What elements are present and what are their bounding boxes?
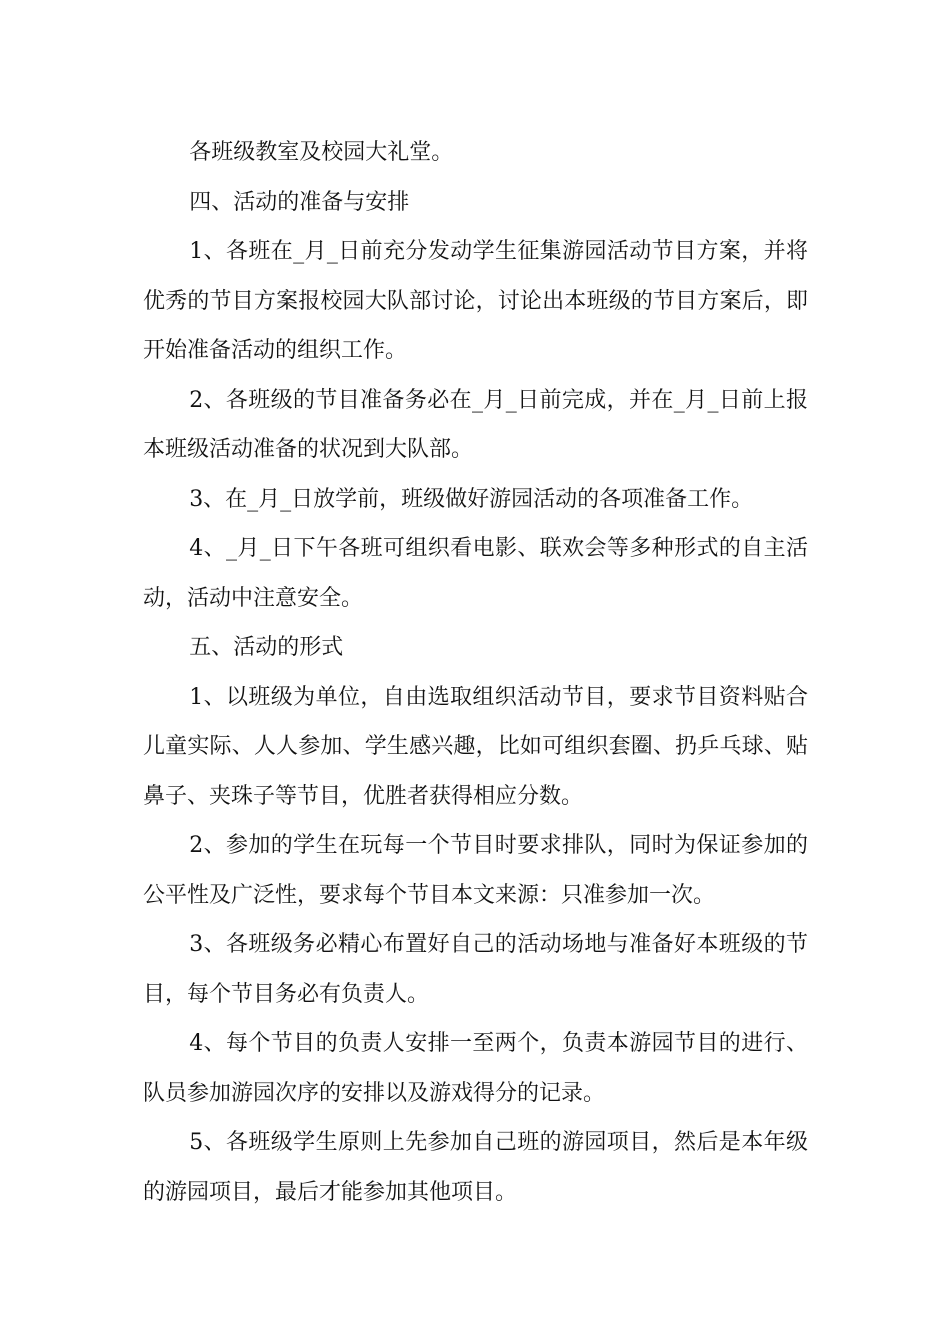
document-body (143, 128, 808, 1217)
paragraph-format-2: 2、参加的学生在玩每一个节目时要求排队，同时为保证参加的公平性及广泛性，要求每个节目本文来源：只准参加一次。 (143, 833, 808, 908)
paragraph-prep-2: 2、各班级的节目准备务必在_月_日前完成，并在_月_日前上报本班级活动准备的状况到大队部。 (143, 387, 808, 462)
paragraph-format-4: 4、每个节目的负责人安排一至两个，负责本游园节目的进行、队员参加游园次序的安排以及游戏得分的记录。 (143, 1031, 808, 1106)
paragraph-prep-1: 1、各班在_月_日前充分发动学生征集游园活动节目方案，并将优秀的节目方案报校园大队部讨论，讨论出本班级的节目方案后，即开始准备活动的组织工作。 (143, 239, 808, 363)
section-heading-preparation: 四、活动的准备与安排 (189, 189, 410, 215)
paragraph-prep-3: 3、在_月_日放学前，班级做好游园活动的各项准备工作。 (189, 486, 754, 512)
section-heading-format: 五、活动的形式 (189, 635, 344, 660)
paragraph-prep-4: 4、_月_日下午各班可组织看电影、联欢会等多种形式的自主活动，活动中注意安全。 (143, 536, 808, 611)
paragraph-format-1: 1、以班级为单位，自由选取组织活动节目，要求节目资料贴合儿童实际、人人参加、学生感兴趣，比如可组织套圈、扔乒乓球、贴鼻子、夹珠子等节目，优胜者获得相应分数。 (143, 684, 808, 809)
paragraph-venue: 各班级教室及校园大礼堂。 (189, 140, 454, 165)
paragraph-format-3: 3、各班级务必精心布置好自己的活动场地与准备好本班级的节目，每个节目务必有负责人。 (143, 932, 808, 1007)
paragraph-format-5: 5、各班级学生原则上先参加自己班的游园项目，然后是本年级的游园项目，最后才能参加其他项目。 (143, 1130, 808, 1205)
